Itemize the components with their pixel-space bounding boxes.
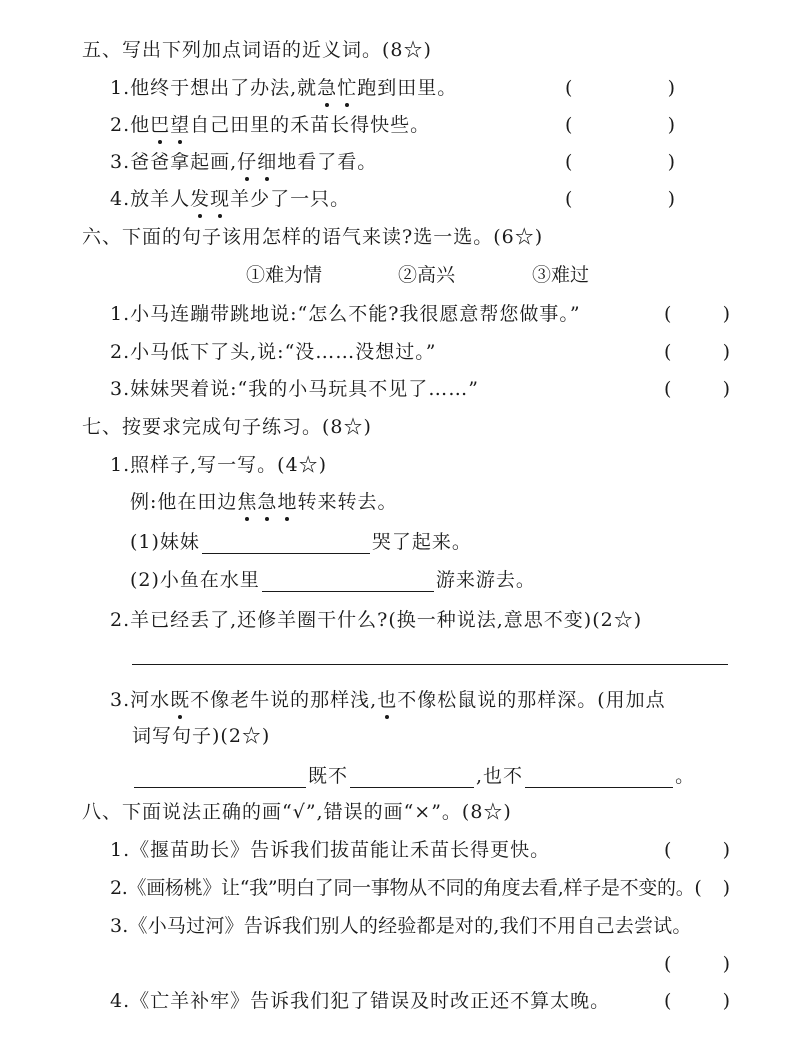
question-5-2: 2.他巴望自己田里的禾苗长得快些。 xyxy=(110,114,431,136)
question-6-3: 3.妹妹哭着说:“我的小马玩具不见了……” xyxy=(110,378,479,400)
example-sentence: 例:他在田边焦急地转来转去。 xyxy=(130,491,398,513)
question-8-2: 2.《画杨桃》让“我”明白了同一事物从不同的角度去看,样子是不变的。( xyxy=(110,877,702,899)
question-6-1: 1.小马连蹦带跳地说:“怎么不能?我很愿意帮您做事。” xyxy=(110,303,581,325)
section-7-title: 七、按要求完成句子练习。(8☆) xyxy=(82,416,372,438)
section-8-title: 八、下面说法正确的画“√”,错误的画“×”。(8☆) xyxy=(82,801,512,823)
answer-paren[interactable]: ( ) xyxy=(664,303,730,325)
sub-question-2: (2)小鱼在水里 游来游去。 xyxy=(130,569,536,591)
question-6-2: 2.小马低下了头,说:“没……没想过。” xyxy=(110,341,437,363)
question-8-4: 4.《亡羊补牢》告诉我们犯了错误及时改正还不算太晚。 xyxy=(110,990,611,1012)
question-5-4: 4.放羊人发现羊少了一只。 xyxy=(110,188,351,210)
fill-blank[interactable] xyxy=(134,767,306,788)
question-7-2: 2.羊已经丢了,还修羊圈干什么?(换一种说法,意思不变)(2☆) xyxy=(110,609,643,631)
answer-paren[interactable]: ( ) xyxy=(664,341,730,363)
fill-sentence: 既不 ,也不 。 xyxy=(132,764,695,788)
option-3: ③难过 xyxy=(532,264,590,286)
question-7-3-cont: 词写句子)(2☆) xyxy=(132,725,271,747)
option-1: ①难为情 xyxy=(246,264,323,286)
answer-paren[interactable]: ) xyxy=(722,877,730,899)
fill-blank[interactable] xyxy=(202,533,370,554)
question-8-1: 1.《揠苗助长》告诉我们拔苗能让禾苗长得更快。 xyxy=(110,839,551,861)
question-5-3: 3.爸爸拿起画,仔细地看了看。 xyxy=(110,151,378,173)
answer-paren[interactable]: ( ) xyxy=(664,378,730,400)
question-8-3: 3.《小马过河》告诉我们别人的经验都是对的,我们不用自己去尝试。 xyxy=(110,915,692,937)
answer-line[interactable] xyxy=(132,664,728,665)
answer-paren[interactable]: ( ) xyxy=(565,114,675,136)
answer-paren[interactable]: ( ) xyxy=(565,188,675,210)
answer-paren[interactable]: ( ) xyxy=(664,839,730,861)
answer-paren[interactable]: ( ) xyxy=(664,953,730,975)
question-5-1: 1.他终于想出了办法,就急忙跑到田里。 xyxy=(110,77,458,99)
fill-blank[interactable] xyxy=(350,767,474,788)
section-6-title: 六、下面的句子该用怎样的语气来读?选一选。(6☆) xyxy=(82,226,544,248)
fill-blank[interactable] xyxy=(262,571,434,592)
question-7-3: 3.河水既不像老牛说的那样浅,也不像松鼠说的那样深。(用加点 xyxy=(110,689,666,711)
question-7-1: 1.照样子,写一写。(4☆) xyxy=(110,454,328,476)
answer-paren[interactable]: ( ) xyxy=(664,990,730,1012)
sub-question-1: (1)妹妹 哭了起来。 xyxy=(130,531,472,553)
section-5-title: 五、写出下列加点词语的近义词。(8☆) xyxy=(82,39,432,61)
answer-paren[interactable]: ( ) xyxy=(565,151,675,173)
option-2: ②高兴 xyxy=(398,264,456,286)
answer-paren[interactable]: ( ) xyxy=(565,77,675,99)
fill-blank[interactable] xyxy=(525,767,673,788)
